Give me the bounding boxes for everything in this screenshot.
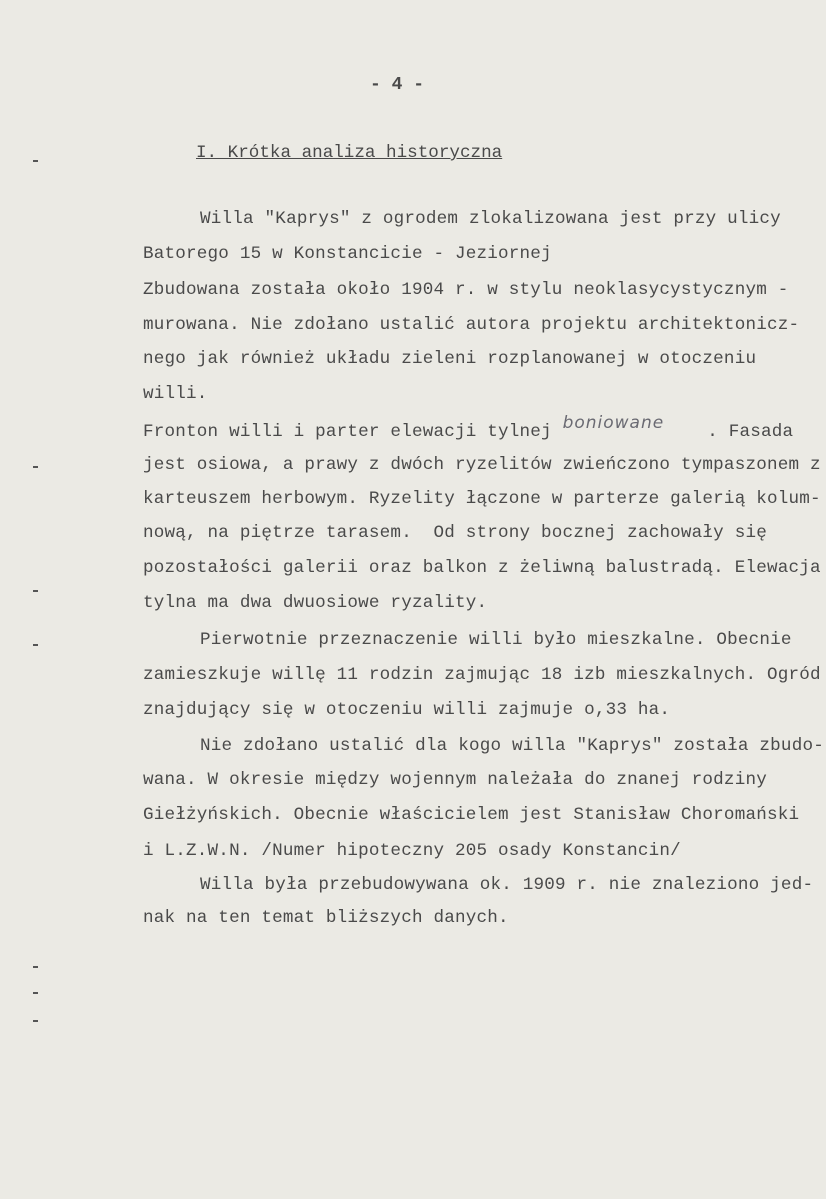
section-title: I. Krótka analiza historyczna — [196, 143, 503, 163]
text-line: Batorego 15 w Konstancicie - Jeziornej — [143, 244, 552, 264]
text-line: Pierwotnie przeznaczenie willi było mieszkalne. Obecnie — [200, 630, 792, 650]
text-line: jest osiowa, a prawy z dwóch ryzelitów zwieńczono tympaszonem z — [143, 455, 821, 475]
typed-text: . Fasada — [664, 422, 794, 442]
text-line: wana. W okresie między wojennym należała do znanej rodziny — [143, 770, 767, 790]
typed-text: Fronton willi i parter elewacji tylnej — [143, 422, 563, 442]
text-line: nową, na piętrze tarasem. Od strony bocznej zachowały się — [143, 523, 767, 543]
handwritten-annotation: boniowane — [562, 413, 665, 433]
text-line: znajdujący się w otoczeniu willi zajmuje o,33 ha. — [143, 700, 671, 720]
text-line: Willa była przebudowywana ok. 1909 r. nie znaleziono jed- — [200, 875, 814, 895]
text-line: zamieszkuje willę 11 rodzin zajmując 18 izb mieszkalnych. Ogród — [143, 665, 821, 685]
margin-mark — [33, 966, 38, 968]
margin-mark — [33, 160, 38, 162]
margin-mark — [33, 466, 38, 468]
text-line: pozostałości galerii oraz balkon z żeliwną balustradą. Elewacja — [143, 558, 821, 578]
margin-mark — [33, 644, 38, 646]
text-line: Willa "Kaprys" z ogrodem zlokalizowana jest przy ulicy — [200, 209, 781, 229]
text-line: tylna ma dwa dwuosiowe ryzality. — [143, 593, 488, 613]
text-line: i L.Z.W.N. /Numer hipoteczny 205 osady Konstancin/ — [143, 841, 681, 861]
text-line: murowana. Nie zdołano ustalić autora projektu architektonicz- — [143, 315, 800, 335]
margin-mark — [33, 590, 38, 592]
page-number: - 4 - — [370, 75, 425, 95]
text-line: nak na ten temat bliższych danych. — [143, 908, 509, 928]
text-line-fronton — [143, 413, 794, 442]
text-line: Nie zdołano ustalić dla kogo willa "Kaprys" została zbudo- — [200, 736, 824, 756]
text-line: nego jak również układu zieleni rozplanowanej w otoczeniu — [143, 349, 757, 369]
margin-mark — [33, 1020, 38, 1022]
margin-mark — [33, 992, 38, 994]
text-line: Zbudowana została około 1904 r. w stylu neoklasycystycznym - — [143, 280, 789, 300]
text-line: karteuszem herbowym. Ryzelity łączone w parterze galerią kolum- — [143, 489, 821, 509]
text-line: Giełżyńskich. Obecnie właścicielem jest Stanisław Choromański — [143, 805, 800, 825]
text-line: willi. — [143, 384, 208, 404]
